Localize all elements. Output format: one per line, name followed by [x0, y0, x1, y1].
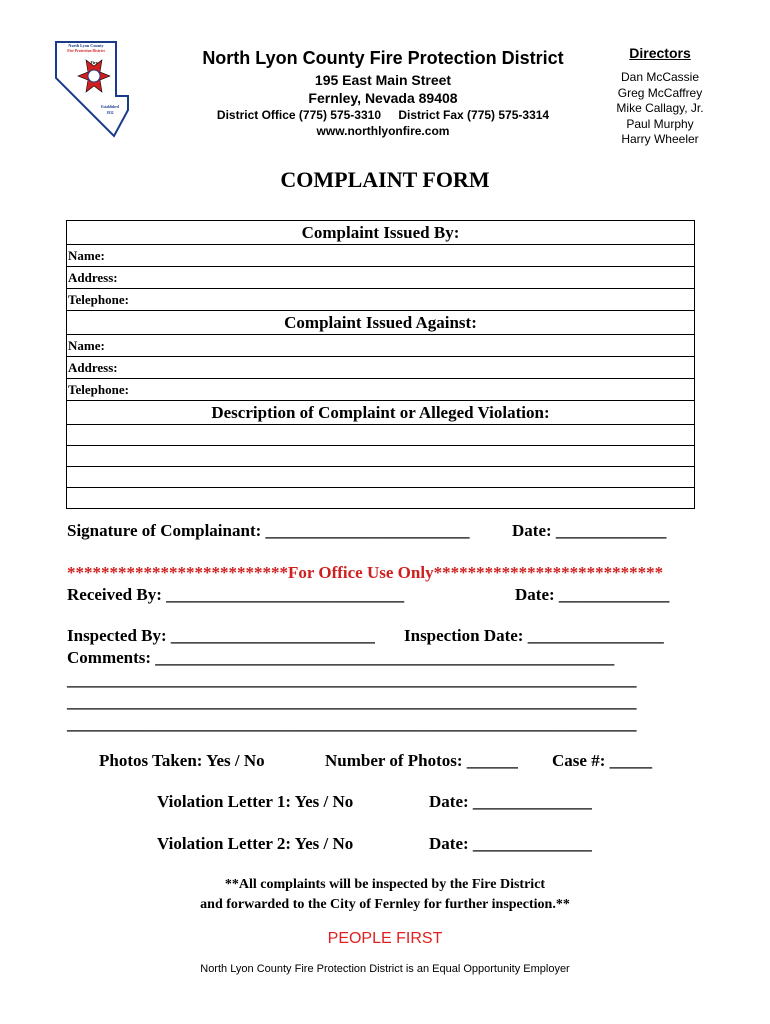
comments-line[interactable]: ___________________________________________________________________ — [67, 692, 637, 711]
signature-field[interactable]: Signature of Complainant: ________________________ — [67, 521, 470, 540]
motto: PEOPLE FIRST — [327, 930, 443, 947]
received-by-field[interactable]: Received By: ____________________________ — [67, 585, 405, 604]
violation-letter1-date-field[interactable]: Date: ______________ — [429, 792, 592, 811]
note-line1: **All complaints will be inspected by the Fire District — [224, 877, 546, 892]
issued-by-telephone-field[interactable] — [67, 289, 694, 311]
name-label: Name: — [68, 247, 105, 263]
received-date-field[interactable]: Date: _____________ — [515, 585, 670, 604]
fax-number: District Fax (775) 575-3314 — [398, 108, 550, 122]
issued-by-name-field[interactable] — [67, 245, 694, 267]
issued-by-heading: Complaint Issued By: — [67, 221, 694, 245]
address-line1: 195 East Main Street — [314, 72, 452, 88]
org-name: North Lyon County Fire Protection District — [202, 48, 564, 68]
directors-list — [600, 70, 720, 148]
office-use-banner: **************************For Office Use Only*************************** — [67, 563, 664, 582]
director-name: Mike Callagy, Jr. — [616, 101, 704, 116]
issued-against-telephone-field[interactable] — [67, 379, 694, 401]
violation-letter1-field[interactable]: Violation Letter 1: Yes / No — [157, 792, 354, 811]
comments-line[interactable]: ___________________________________________________________________ — [67, 714, 637, 733]
violation-letter2-date-field[interactable]: Date: ______________ — [429, 834, 592, 853]
director-name: Greg McCaffrey — [617, 85, 703, 100]
issued-against-address-field[interactable] — [67, 357, 694, 379]
description-line[interactable] — [67, 467, 694, 488]
description-line[interactable] — [67, 425, 694, 446]
address-label: Address: — [68, 269, 118, 285]
office-phone: District Office (775) 575-3310 — [216, 108, 381, 122]
name-label: Name: — [68, 337, 105, 353]
form-title: COMPLAINT FORM — [280, 167, 490, 192]
equal-opportunity-statement: North Lyon County Fire Protection District is an Equal Opportunity Employer — [200, 963, 570, 975]
comments-line[interactable]: ___________________________________________________________________ — [67, 670, 637, 689]
description-line[interactable] — [67, 446, 694, 467]
address-line2: Fernley, Nevada 89408 — [308, 90, 458, 106]
issued-against-heading: Complaint Issued Against: — [67, 311, 694, 335]
complaint-table — [66, 220, 695, 509]
inspected-by-field[interactable]: Inspected By: ________________________ — [67, 626, 375, 645]
directors-title: Directors — [629, 45, 691, 61]
logo-text-line2: Fire Protection District — [67, 49, 105, 53]
inspection-note — [0, 875, 770, 915]
issued-against-name-field[interactable] — [67, 335, 694, 357]
telephone-label: Telephone: — [68, 381, 129, 397]
logo-text-established: Established — [101, 105, 119, 109]
violation-letter2-field[interactable]: Violation Letter 2: Yes / No — [157, 834, 354, 853]
photos-taken-field[interactable]: Photos Taken: Yes / No — [99, 751, 265, 770]
director-name: Paul Murphy — [626, 116, 694, 131]
logo-text-year: 1932 — [106, 111, 114, 115]
signature-date-field[interactable]: Date: _____________ — [512, 521, 667, 540]
logo-text-fire: Fire — [90, 60, 98, 65]
number-of-photos-field[interactable]: Number of Photos: ______ — [325, 751, 518, 770]
contact-phones — [150, 108, 616, 122]
description-line[interactable] — [67, 488, 694, 508]
issued-by-address-field[interactable] — [67, 267, 694, 289]
district-logo — [52, 38, 132, 138]
nevada-outline — [56, 42, 128, 136]
description-heading: Description of Complaint or Alleged Violation: — [67, 401, 694, 425]
director-name: Dan McCassie — [620, 70, 700, 84]
telephone-label: Telephone: — [68, 291, 129, 307]
address-label: Address: — [68, 359, 118, 375]
website: www.northlyonfire.com — [316, 124, 450, 138]
case-number-field[interactable]: Case #: _____ — [552, 751, 653, 770]
inspection-date-field[interactable]: Inspection Date: ________________ — [404, 626, 664, 645]
director-name: Harry Wheeler — [621, 132, 699, 147]
note-line2: and forwarded to the City of Fernley for further inspection.** — [200, 897, 570, 912]
logo-text-line1: North Lyon County — [68, 43, 104, 48]
comments-field[interactable]: Comments: ______________________________________________________ — [67, 648, 615, 667]
